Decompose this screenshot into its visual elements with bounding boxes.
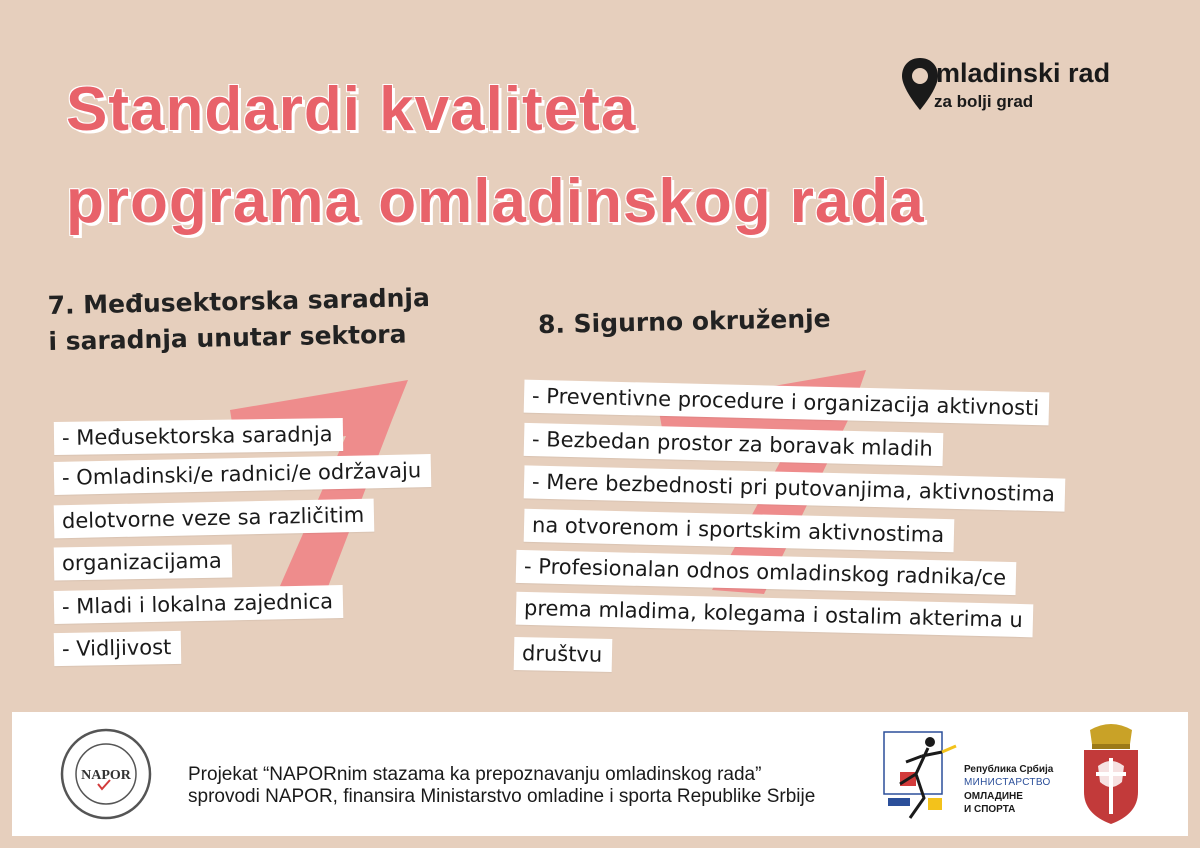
section-8-heading: 8. Sigurno okruženje [537,303,831,340]
brand-logo [900,52,1160,122]
napor-stamp-text: NAPOR [81,768,131,783]
runner-icon [878,722,962,830]
list-item: organizacijama [54,544,232,580]
brand-tagline: za bolji grad [934,92,1034,111]
ministry-country: Република Србија [964,764,1054,775]
napor-stamp-logo [58,726,154,822]
section-7-heading-line-1: 7. Međusektorska saradnja [47,283,431,321]
list-item: - Međusektorska saradnja [54,418,343,455]
list-item: - Mladi i lokalna zajednica [54,585,344,624]
footer-line-2: sprovodi NAPOR, finansira Ministarstvo omladine i sporta Republike Srbije [188,786,816,807]
list-item: - Vidljivost [54,631,182,666]
footer-line-1: Projekat “NAPORnim stazama ka prepoznavanju omladinskog rada” [188,764,762,785]
brand-name: mladinski rad [936,58,1111,88]
page-title-line-1: Standardi kvaliteta [66,75,637,144]
list-item: delotvorne veze sa različitim [54,499,375,539]
list-item: na otvorenom i sportskim aktivnostima [524,509,955,553]
list-item: - Omladinski/e radnici/e održavaju [54,454,432,495]
ministry-line-2: ОМЛАДИНЕ [964,791,1023,802]
footer-banner [12,712,1188,836]
serbia-coat-of-arms-icon [1076,722,1146,826]
list-item: - Mere bezbednosti pri putovanjima, aktivnostima [524,465,1066,511]
ministry-name: МИНИСТАРСТВО [964,777,1051,788]
section-7-heading [47,280,431,360]
section-7-heading-line-2: i saradnja unutar sektora [48,319,407,356]
ministry-logo [878,722,1068,830]
list-item: društvu [514,637,613,672]
list-item: - Preventivne procedure i organizacija aktivnosti [524,380,1050,426]
footer-text [188,764,815,808]
list-item: - Bezbedan prostor za boravak mladih [524,423,943,466]
ministry-line-3: И СПОРТА [964,804,1016,815]
page-title-line-2: programa omladinskog rada [66,167,925,236]
list-item: - Profesionalan odnos omladinskog radnika/ce [516,550,1017,595]
list-item: prema mladima, kolegama i ostalim akterima u [516,592,1033,638]
